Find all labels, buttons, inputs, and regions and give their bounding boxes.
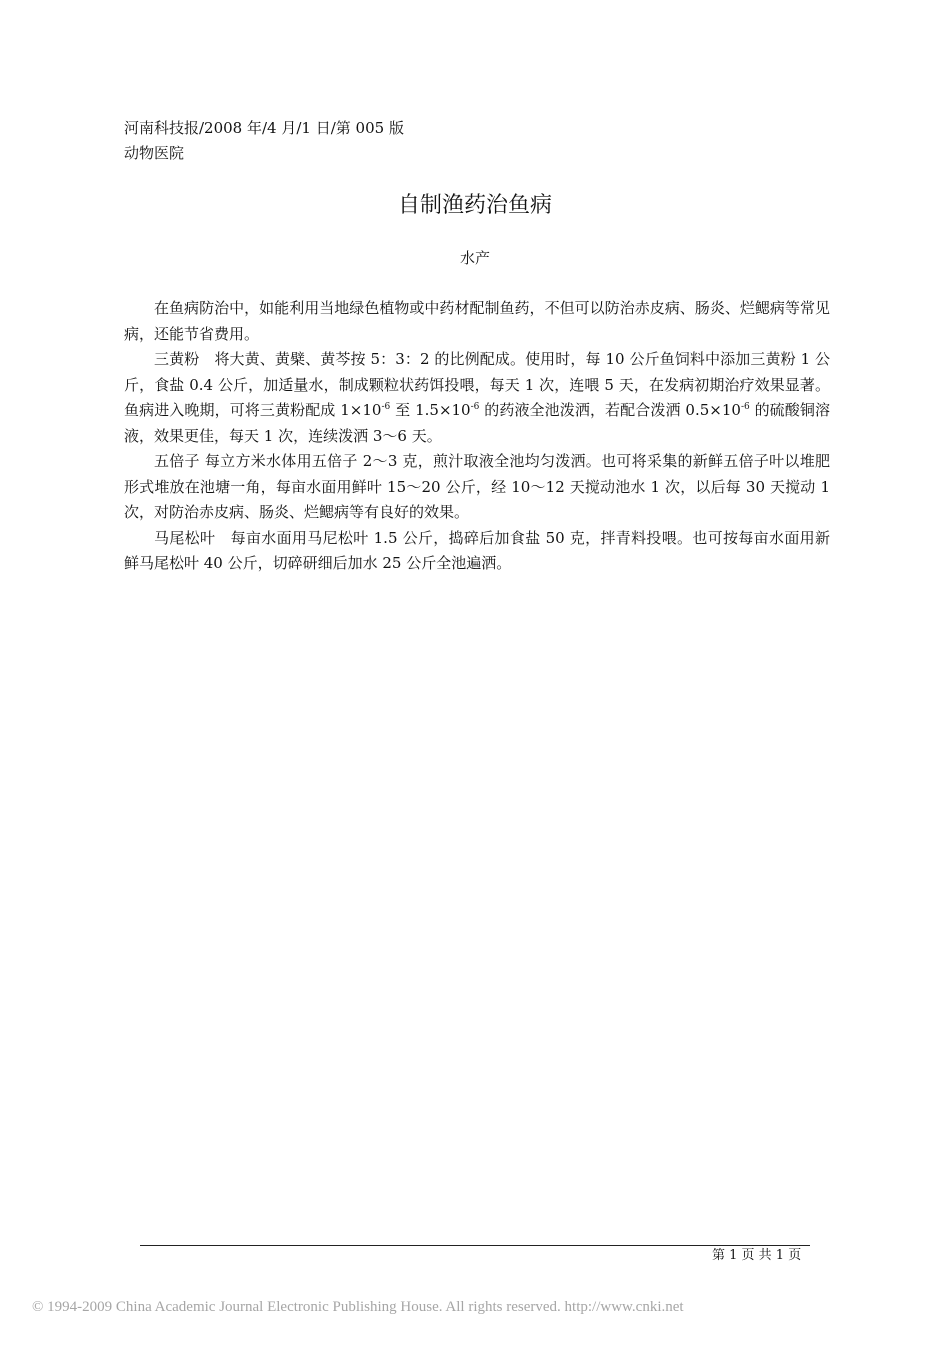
article-author: 水产 — [459, 249, 490, 267]
article-body — [124, 296, 830, 577]
paragraph-text: 的药液全池泼洒，若配合泼洒 0.5×10 — [479, 401, 741, 419]
paragraph-intro: 在鱼病防治中，如能利用当地绿色植物或中药材配制鱼药，不但可以防治赤皮病、肠炎、烂鳃病等常见病，还能节省费用。 — [124, 299, 830, 343]
exponent: -6 — [740, 402, 750, 412]
exponent: -6 — [470, 402, 480, 412]
paragraph-text: 至 1.5×10 — [390, 401, 471, 419]
paragraph-wubeizi: 五倍子 每立方米水体用五倍子 2～3 克，煎汁取液全池均匀泼洒。也可将采集的新鲜五倍子叶以堆肥形式堆放在池塘一角，每亩水面用鲜叶 15～20 公斤，经 10～12 天搅动池水 1 次，以后每 30 天搅动 1 次，对防治赤皮病、肠炎、烂鳃病等有良好的效果。 — [124, 452, 830, 521]
section-name: 动物医院 — [124, 144, 185, 162]
document-header — [124, 116, 404, 166]
source-line: 河南科技报/2008 年/4 月/1 日/第 005 版 — [124, 119, 404, 137]
copyright-notice: © 1994-2009 China Academic Journal Electronic Publishing House. All rights reserved. http://www.cnki.net — [32, 1299, 684, 1315]
footer-divider — [140, 1245, 810, 1246]
page-number: 第 1 页 共 1 页 — [712, 1248, 802, 1263]
paragraph-text: 的硫酸铜溶液，效果更佳，每天 1 次，连续泼洒 3～6 天。 — [124, 401, 830, 445]
article-title: 自制渔药治鱼病 — [397, 193, 552, 218]
exponent: -6 — [381, 402, 391, 412]
paragraph-maweisongye: 马尾松叶 每亩水面用马尼松叶 1.5 公斤，捣碎后加食盐 50 克，拌青料投喂。也可按每亩水面用新鲜马尾松叶 40 公斤，切碎研细后加水 25 公斤全池遍洒。 — [124, 528, 830, 572]
paragraph-sanhuangfen — [124, 347, 830, 449]
paragraph-text: 三黄粉 将大黄、黄檗、黄芩按 5：3：2 的比例配成。使用时，每 10 公斤鱼饲料中添加三黄粉 1 公斤，食盐 0.4 公斤，加适量水，制成颗粒状药饵投喂，每天 1 次，连喂 5 天，在发病初期治疗效果显著。鱼病进入晚期，可将三黄粉配成 1×10 — [124, 350, 830, 419]
